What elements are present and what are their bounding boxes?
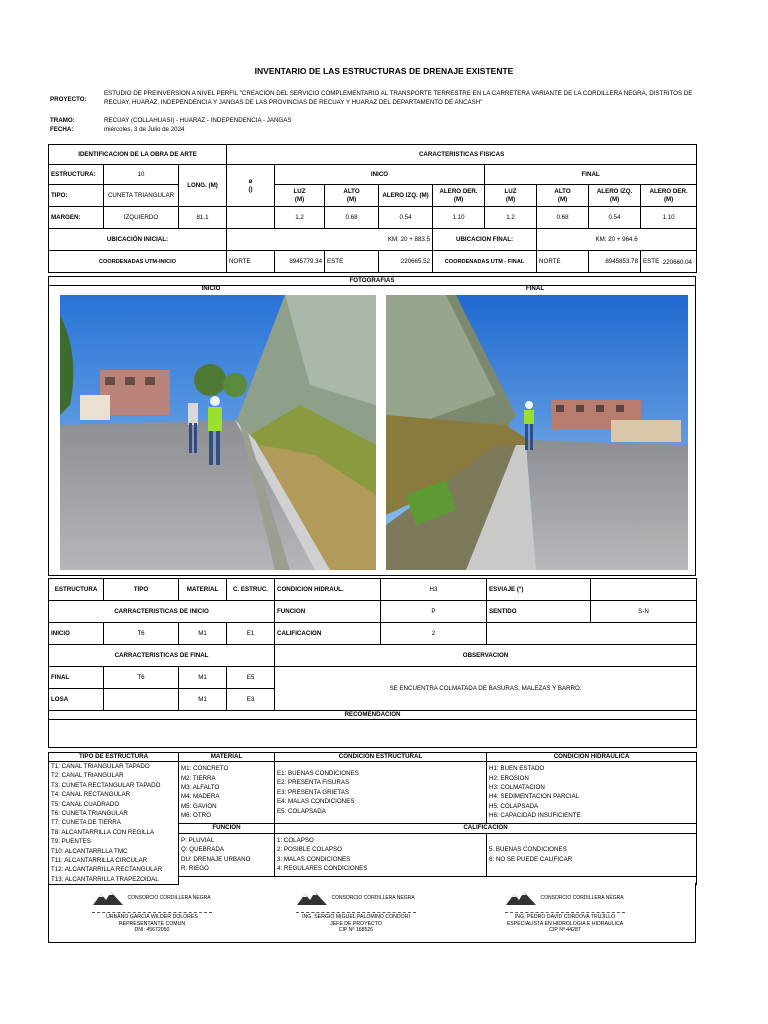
esviaje-value [591, 579, 697, 601]
legend-item: H6: CAPACIDAD INSUFICIENTE [489, 812, 581, 820]
signer-id: CIP Nº 168526 [338, 927, 374, 933]
fin-alero-izq-unit: (M) [609, 195, 620, 203]
legend-item: T5: CANAL CUADRADO [51, 800, 120, 808]
ini-luz-header [275, 185, 325, 207]
legend-item: E3: PRESENTA GRIETAS [277, 788, 349, 796]
diameter-unit: () [248, 185, 253, 193]
fin-alero-izq: 0.54 [589, 207, 641, 229]
photo-start-label: INICIO [201, 285, 221, 292]
ini-alto-unit: (M) [346, 195, 357, 203]
ubicacion-final-value: KM: 20 + 964.6 [537, 229, 697, 251]
ident-title: IDENTIFICACION DE LA OBRA DE ARTE [49, 145, 227, 165]
inicio-header: INICO [275, 165, 485, 185]
legend-item: T11: ALCANTARRILLA CIRCULAR [51, 857, 148, 865]
fin-luz-unit: (M) [505, 195, 516, 203]
legend-item: E4: MALAS CONDICIONES [277, 798, 355, 806]
ini-alero-der-unit: (M) [453, 195, 464, 203]
legend-item: T2: CANAL TRIANGULAR [51, 772, 124, 780]
legend-item: T8: ALCANTARRILLA CON REGILLA [51, 828, 155, 836]
legend-item: E2: PRESENTA FISURAS [277, 779, 350, 787]
legend-item: Q: QUEBRADA [181, 846, 224, 854]
calificacion-label: CALIFICACION [275, 623, 381, 645]
final-tipo: T6 [104, 667, 179, 689]
ini-alto: 0.68 [325, 207, 379, 229]
legend-item: M5: GAVION [181, 802, 217, 810]
final-material: M1 [179, 667, 227, 689]
mountain-logo-icon [506, 891, 536, 905]
legend-item: 2: POSIBLE COLAPSO [277, 846, 342, 854]
inicio-tipo: T6 [104, 623, 179, 645]
fin-alero-izq-label: ALERO IZQ. [596, 187, 633, 195]
ini-luz: 1.2 [275, 207, 325, 229]
consortium-logo [266, 888, 446, 908]
legend-material-title: MATERIAL [179, 753, 275, 762]
photos-title: FOTOGRAFIAS [49, 277, 695, 286]
signer-role: ESPECIALISTA EN HIDROLOGIA E HIDRAULICA [506, 920, 624, 927]
legend-cond-hid-title: CONDICION HIDRAULICA [487, 753, 697, 762]
diameter-symbol: ø [248, 177, 253, 185]
mountain-logo-icon [93, 891, 123, 905]
legend-item: 1: COLAPSO [277, 836, 314, 844]
long-label: LONG. (M) [179, 165, 227, 207]
coord-inicio-label: COORDENADAS UTM-INICIO [49, 251, 227, 273]
cond-hidraul-label: CONDICION HIDRAUL. [275, 579, 381, 601]
legend-item: P: PLUVIAL [181, 836, 215, 844]
signature-line [296, 912, 416, 913]
photo-end-label: FINAL [525, 285, 545, 292]
legend-item: M4: MADERA [181, 793, 220, 801]
legend-tipo-list [49, 762, 179, 885]
signature-line [505, 912, 625, 913]
legend-funcion-list [179, 833, 275, 876]
material-header: MATERIAL [179, 579, 227, 601]
legend-cond-est-list [275, 762, 487, 824]
fin-luz: 1.2 [485, 207, 537, 229]
signature-block-2 [266, 888, 446, 934]
ini-luz-unit: (M) [294, 195, 305, 203]
legend-material-list [179, 762, 275, 824]
legend-cond-hid-list [487, 762, 697, 824]
calificacion-value: 2 [381, 623, 487, 645]
recomendacion-value [49, 720, 697, 748]
este-ini-label: ESTE [325, 251, 379, 273]
fin-alto: 0.68 [537, 207, 589, 229]
cond-hidraul-value: H3 [381, 579, 487, 601]
physical-characteristics-table [48, 144, 697, 273]
consortium-logo [62, 888, 242, 908]
carac-inicio-label: CARRACTERISTICAS DE INICIO [49, 601, 275, 623]
legend-item: T1: CANAL TRIANGULAR TAPADO [51, 763, 150, 770]
ini-alto-header [325, 185, 379, 207]
ini-alero-izq: 0.54 [379, 207, 433, 229]
recomendacion-label: RECOMENDACION [49, 711, 697, 720]
legend-item: T6: CUNETA TRIANGULAR [51, 810, 128, 818]
signature-block-1 [62, 888, 242, 934]
signature-block-3 [475, 888, 655, 934]
legend-item: T10: ALCANTARRLLA TMC [51, 847, 128, 855]
losa-material: M1 [179, 689, 227, 711]
legend-item: H5: COLAPSADA [489, 802, 539, 810]
fin-luz-label: LUZ [504, 187, 517, 195]
document-title: INVENTARIO DE LAS ESTRUCTURAS DE DRENAJE EXISTENTE [254, 66, 514, 76]
ubicacion-inicial-value: KM: 20 + 883.5 [227, 229, 433, 251]
norte-ini-label: NORTE [227, 251, 275, 273]
estructura-header: ESTRUCTURA [49, 579, 104, 601]
este-fin: 220660.04 [662, 259, 692, 266]
long-value: 81.1 [179, 207, 227, 229]
diameter-value [227, 207, 275, 229]
photo-start [60, 295, 376, 570]
legend-item: DU: DRENAJE URBANO [181, 855, 251, 863]
final-header: FINAL [485, 165, 697, 185]
legend-item: 3: MALAS CONDICIONES [277, 855, 351, 863]
cestruc-header: C. ESTRUC. [227, 579, 275, 601]
signer-id: CIP Nº 44287 [549, 927, 581, 933]
coord-final-label: COORDENADAS UTM - FINAL [433, 251, 537, 273]
estructura-label: ESTRUCTURA: [49, 165, 104, 185]
inicio-row-label: INICIO [49, 623, 104, 645]
norte-ini: 8945779.34 [275, 251, 325, 273]
legend-tipo-title: TIPO DE ESTRUCTURA [49, 753, 179, 762]
proyecto-label: PROYECTO: [50, 96, 87, 103]
fin-alero-der-header [641, 185, 697, 207]
tramo-label: TRAMO: [50, 117, 75, 124]
fin-alto-unit: (M) [557, 195, 568, 203]
legend-calif-list-a [275, 833, 487, 876]
photo-end [386, 295, 688, 570]
este-fin-label: ESTE [641, 251, 697, 273]
fin-alero-der-unit: (M) [663, 195, 674, 203]
signer-name: ING. SERGIO MIGUEL PALOMINO CONDORI [302, 914, 410, 920]
legend-item: T9: PUENTES [51, 838, 91, 846]
losa-cestruc: E3 [227, 689, 275, 711]
ubicacion-final-label: UBICACION FINAL: [433, 229, 537, 251]
legend-funcion-title: FUNCION [179, 823, 275, 833]
calificacion-spacer [487, 623, 697, 645]
losa-row-label: LOSA [49, 689, 104, 711]
este-ini: 220665.52 [379, 251, 433, 273]
legend-item: E5: COLAPSADA [277, 807, 326, 815]
funcion-label: FUNCION [275, 601, 381, 623]
fecha-value: miércoles, 3 de Julio de 2024 [104, 126, 185, 133]
ini-alero-der: 1.10 [433, 207, 485, 229]
detail-table [48, 578, 697, 748]
tipo-value: CUNETA TRIANGULAR [104, 185, 179, 207]
legend-item: H1: BUEN ESTADO [489, 765, 545, 773]
proyecto-line2: RECUAY, HUARAZ, INDEPENDENCIA Y JANGAS DE LAS PROVINCIAS DE RECUAY Y HUARAZ DEL DEPARTAMENTO DE ANCASH" [104, 99, 483, 106]
legend-table [48, 752, 697, 885]
consortium-logo [475, 888, 655, 908]
legend-item: H3: COLMATACION [489, 784, 545, 792]
legend-item: T12: ALCANTARRILLA RECTANGULAR [51, 866, 163, 874]
proyecto-line1: ESTUDIO DE PREINVERSION A NIVEL PERFIL "CREACION DEL SERVICIO COMPLEMENTARIO AL TRANSPORTE TERRESTRE EN LA CARRETERA VARIANTE DE LA CORDILLERA NEGRA, DISTRITOS DE [104, 90, 693, 97]
legend-item: M2: TIERRA [181, 774, 216, 782]
losa-tipo [104, 689, 179, 711]
legend-item: H4: SEDIMENTACION PARCIAL [489, 793, 580, 801]
ini-alto-label: ALTO [343, 187, 360, 195]
signer-role: JEFE DE PROYECTO [330, 920, 382, 927]
fin-alero-der: 1.10 [641, 207, 697, 229]
sentido-value: S-N [591, 601, 697, 623]
legend-item: R: RIEGO [181, 865, 209, 872]
fin-alto-label: ALTO [554, 187, 571, 195]
estructura-value: 10 [104, 165, 179, 185]
fin-luz-header [485, 185, 537, 207]
legend-item: E1: BUENAS CONDICIONES [277, 769, 359, 777]
final-cestruc: E5 [227, 667, 275, 689]
signer-name: ING. PEDRO DAVID CORDOVA TRUJILLO [514, 914, 616, 920]
funcion-value: P [381, 601, 487, 623]
inicio-material: M1 [179, 623, 227, 645]
legend-item: T3: CUNETA RECTANGULAR TAPADO [51, 781, 161, 789]
tipo-header: TIPO [104, 579, 179, 601]
norte-fin: 8945853.78 [589, 251, 641, 273]
final-row-label: FINAL [49, 667, 104, 689]
ini-luz-label: LUZ [293, 187, 306, 195]
consortium-name: CONSORCIO CORDILLERA NEGRA [127, 894, 211, 901]
norte-fin-label: NORTE [537, 251, 589, 273]
legend-item: T7: CUNETA DE TIERRA [51, 819, 121, 827]
ini-alero-der-header [433, 185, 485, 207]
legend-calif-list-b [487, 833, 697, 876]
carac-title: CARACTERISTICAS FISICAS [227, 145, 697, 165]
legend-item: M1: CONCRETO [181, 765, 229, 773]
margen-value: IZQUIERDO [104, 207, 179, 229]
legend-item: H2: EROSION [489, 774, 529, 782]
esviaje-label: ESVIAJE (°) [487, 579, 591, 601]
ubicacion-inicial-label: UBICACIÓN INICIAL: [49, 229, 227, 251]
observacion-label: OBSERVACION [275, 645, 697, 667]
legend-item: T13: ALCANTARRILLA TRAPEZOIDAL [51, 875, 159, 883]
mountain-logo-icon [297, 891, 327, 905]
legend-item: M3: ALFALTO [181, 784, 220, 792]
ini-alero-der-label: ALERO DER. [439, 187, 478, 195]
signature-line [92, 912, 212, 913]
legend-item: 4: REGULARES CONDICIONES [277, 865, 368, 872]
tipo-label: TIPO: [49, 185, 104, 207]
margen-label: MARGEN: [49, 207, 104, 229]
legend-item: 6: NO SE PUEDE CALIFICAR [489, 855, 573, 863]
signer-role: REPRESENTANTE COMUN [118, 920, 186, 927]
consortium-name: CONSORCIO CORDILLERA NEGRA [540, 894, 624, 901]
legend-item: 5. BUENAS CONDICIONES [489, 846, 567, 854]
carac-final-label: CARRACTERISTICAS DE FINAL [49, 645, 275, 667]
fin-alero-izq-header [589, 185, 641, 207]
fecha-label: FECHA: [50, 126, 74, 133]
fin-alero-der-label: ALERO DER. [649, 187, 688, 195]
signer-name: URBANO GARCIA WILDER DOLORES [106, 914, 198, 920]
diameter-label [227, 165, 275, 207]
tramo-value: RECUAY (COLLAHUASI) - HUARAZ - INDEPENDENCIA - JANGAS [104, 117, 292, 124]
inicio-cestruc: E1 [227, 623, 275, 645]
legend-item: M6: OTRO [181, 812, 211, 820]
consortium-name: CONSORCIO CORDILLERA NEGRA [331, 894, 415, 901]
ini-alero-izq-header: ALERO IZQ. (M) [379, 185, 433, 207]
observacion-value: SE ENCUENTRA COLMATADA DE BASURAS, MALEZAS Y BARRO. [275, 667, 697, 711]
signer-id: DNI: 45672050 [134, 927, 170, 933]
fin-alto-header [537, 185, 589, 207]
legend-cond-est-title: CONDICION ESTRUCTURAL [275, 753, 487, 762]
legend-item: T4: CANAL RECTANGULAR [51, 791, 131, 799]
legend-calif-title: CALIFICACION [275, 823, 697, 833]
sentido-label: SENTIDO [487, 601, 591, 623]
